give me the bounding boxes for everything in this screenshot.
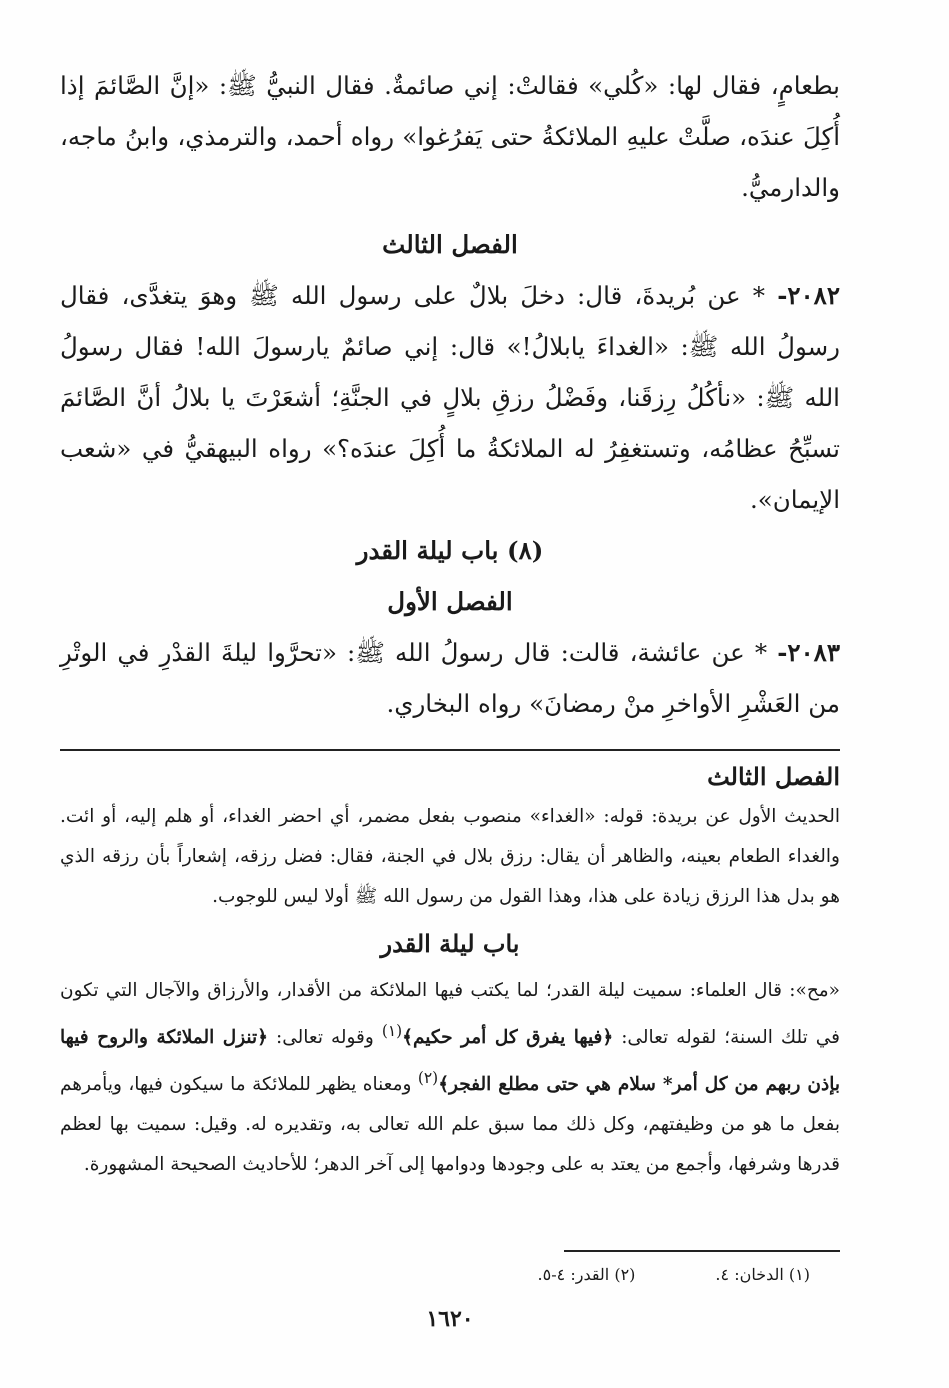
hadith-2082: [60, 270, 840, 525]
footnote-2: (٢) القدر: ٤-٥.: [537, 1265, 636, 1284]
commentary-paragraph-1: الحديث الأول عن بريدة: قوله: «الغداء» منصوب بفعل مضمر، أي احضر الغداء، أو هلم إليه، أو ائت. والغداء الطعام بعينه، والظاهر أن يقال: رزق بلال في الجنة، فقال: فضل رزقه، إشعاراً بأن رزقه الذي هو بدل هذا الرزق زيادة على هذا، وهذا القول من رسول الله ﷺ أولا ليس للوجوب.: [60, 806, 840, 907]
page: [60, 60, 840, 1360]
hadith-2083: [60, 627, 840, 729]
hadith-text: * عن بُريدةَ، قال: دخلَ بلالٌ على رسول الله ﷺ وهوَ يتغدَّى، فقال رسولُ الله ﷺ: «الغداءَ يابلالُ!» قال: إني صائمٌ يارسولَ الله! فقال رسولُ الله ﷺ: «نأكُلُ رِزقَنا، وفَضْلُ رزقِ بلالٍ في الجنَّةِ؛ أشعَرْتَ يا بلالُ أنَّ الصَّائمَ تسبِّحُ عظامُه، وتستغفِرُ له الملائكةُ ما أُكِلَ عندَه؟» رواه البيهقيُّ في «شعب الإيمان».: [60, 281, 840, 514]
commentary: [60, 757, 840, 1185]
footnote-ref-2: (٢): [417, 1069, 439, 1088]
matn-paragraph-1: بطعامٍ، فقال لها: «كُلي» فقالتْ: إني صائمةٌ. فقال النبيُّ ﷺ: «إنَّ الصَّائمَ إذا أُكِلَ عندَه، صلَّتْ عليهِ الملائكةُ حتى يَفرُغوا» رواه أحمد، والترمذي، وابنُ ماجه، والدارميُّ.: [60, 71, 840, 202]
page-number: ١٦٢٠: [426, 1306, 474, 1332]
footnote-1: (١) الدخان: ٤.: [715, 1265, 810, 1284]
footnote-ref-1: (١): [381, 1022, 403, 1040]
quran-quote-1: ﴿فيها يفرق كل أمر حكيم﴾: [402, 1027, 614, 1049]
chapter-heading: (٨) باب ليلة القدر: [356, 536, 544, 565]
footnotes: [310, 1264, 810, 1286]
text-run: ومعناه يظهر للملائكة ما سيكون فيها، ويأمرهم بفعل ما هو من وظيفتهم، وكل ذلك مما سبق علم الله تعالى به، وتقديره له. وقيل: سميت بها لعظم قدرها وشرفها، وأجمع من يعتد به على وجودها ودوامها إلى آخر الدهر؛ للأحاديث الصحيحة المشهورة.: [60, 1074, 840, 1176]
commentary-chapter-heading: باب ليلة القدر: [380, 929, 520, 958]
hadith-text: * عن عائشة، قالت: قال رسولُ الله ﷺ: «تحرَّوا ليلةَ القدْرِ في الوتْرِ من العَشْرِ الأواخرِ منْ رمضانَ» رواه البخاري.: [60, 638, 840, 718]
hadith-number: ٢٠٨٣-: [777, 638, 840, 667]
hadith-number: ٢٠٨٢-: [777, 281, 840, 310]
main-text: [60, 60, 840, 729]
commentary-paragraph-2: [60, 971, 840, 1185]
commentary-divider: [60, 749, 840, 751]
section-heading-first: الفصل الأول: [387, 587, 513, 616]
section-heading-third: الفصل الثالث: [382, 230, 518, 259]
commentary-heading-third: الفصل الثالث: [707, 762, 840, 791]
text-run: «مح»: قال العلماء: سميت ليلة القدر؛ لما يكتب فيها الملائكة من الأقدار، والأرزاق والآجال التي تكون في تلك السنة؛ لقوله تعالى:: [60, 980, 840, 1049]
quran-quote-2: ﴿تنزل الملائكة والروح فيها بإذن ربهم من كل أمر* سلام هي حتى مطلع الفجر﴾: [60, 1027, 841, 1096]
text-run: وقوله تعالى:: [268, 1027, 382, 1049]
footnote-rule: [564, 1250, 840, 1252]
